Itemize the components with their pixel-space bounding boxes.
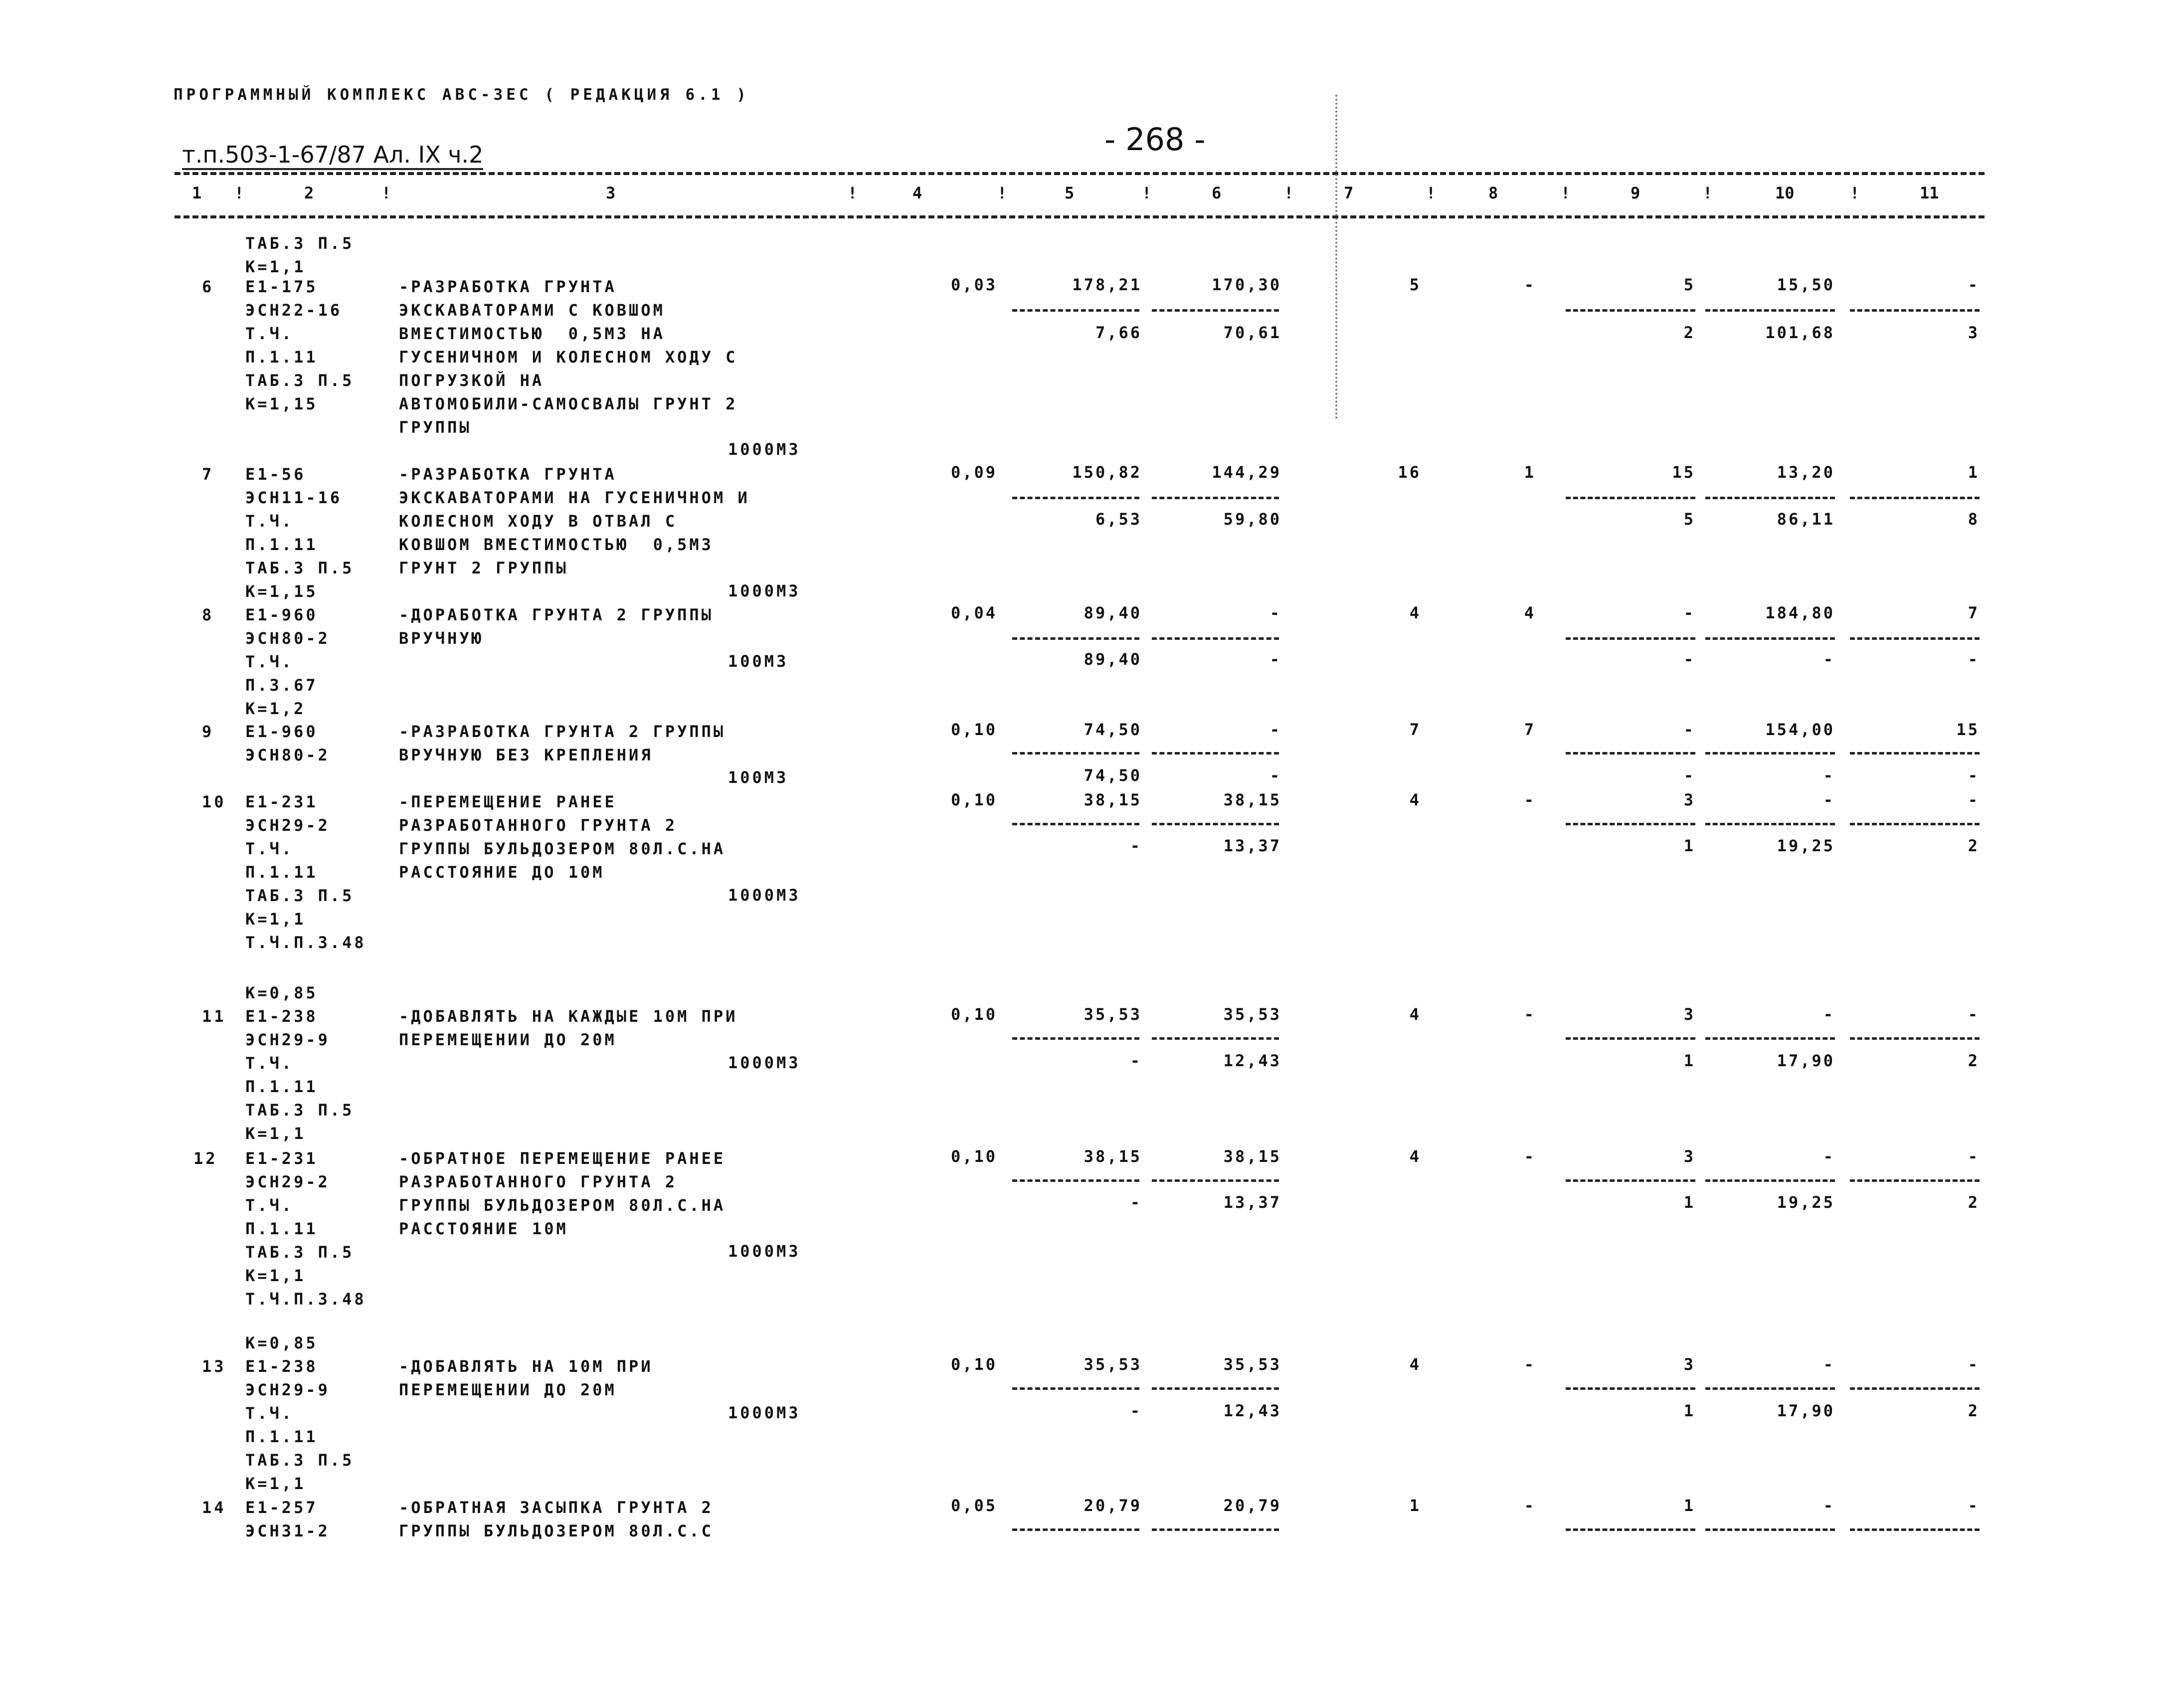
column-number: 2 [304,184,314,202]
row-description: -ОБРАТНОЕ ПЕРЕМЕЩЕНИЕ РАНЕЕ РАЗРАБОТАННОГО ГРУНТА 2 ГРУППЫ БУЛЬДОЗЕРОМ 80Л.С.НА РАССТОЯНИЕ 10М [399,1149,726,1238]
cell-col5-top: 150,82 [1072,463,1142,482]
cell-col8: 1 [1524,463,1536,482]
cell-col11-top: - [1968,1147,1980,1166]
cell-col5-top: 38,15 [1084,1147,1142,1166]
cell-col5-divider [1012,497,1139,499]
cell-col5-divider [1012,637,1139,640]
cell-col7: 4 [1409,1147,1421,1166]
cell-col5-top: 89,40 [1084,603,1142,622]
cell-col10-top: 154,00 [1765,720,1835,739]
row-code: Е1-960 ЭСН80-2 Т.Ч. П.3.67 К=1,2 [245,605,330,718]
cell-col6-top: 35,53 [1223,1355,1281,1374]
cell-col10-divider [1705,752,1835,755]
row-description: -РАЗРАБОТКА ГРУНТА ЭКСКАВАТОРАМИ НА ГУСЕНИЧНОМ И КОЛЕСНОМ ХОДУ В ОТВАЛ С КОВШОМ ВМЕСТИМОСТЬЮ 0,5М3 ГРУНТ 2 ГРУППЫ [399,465,750,577]
cell-col10-bottom: - [1823,766,1835,785]
cell-col10-divider [1705,637,1835,640]
cell-col5-divider [1012,1387,1139,1390]
cell-col9-bottom: 1 [1683,1193,1695,1212]
row-number: 6 [202,277,214,296]
row-description: -ДОБАВЛЯТЬ НА КАЖДЫЕ 10М ПРИ ПЕРЕМЕЩЕНИИ ДО 20М [399,1007,738,1049]
cell-col6-divider [1152,823,1279,825]
cell-col11-divider [1850,1387,1980,1390]
cell-col11-top: 1 [1968,463,1980,482]
cell-col6-divider [1152,1528,1279,1531]
cell-col9-top: 5 [1683,275,1695,294]
row-number: 7 [202,465,214,484]
cell-col10-divider [1705,1179,1835,1182]
cell-col4: 0,04 [950,603,997,622]
cell-col5-divider [1012,1528,1139,1531]
cell-col11-top: 7 [1968,603,1980,622]
cell-col5-divider [1012,823,1139,825]
cell-col9-bottom: 2 [1683,323,1695,342]
cell-col9-bottom: - [1683,766,1695,785]
cell-col5-top: 35,53 [1084,1005,1142,1024]
cell-col6-top: 38,15 [1223,790,1281,809]
column-separator: ! [381,184,391,202]
cell-col11-top: - [1968,1355,1980,1374]
cell-col6-top: 20,79 [1223,1496,1281,1515]
cell-col6-top: 38,15 [1223,1147,1281,1166]
cell-col10-divider [1705,1528,1835,1531]
cell-col9-divider [1566,1387,1695,1390]
cell-col11-top: 15 [1956,720,1980,739]
cell-col9-bottom: 1 [1683,1401,1695,1420]
cell-col8: 4 [1524,603,1536,622]
cell-col6-top: - [1270,603,1281,622]
column-number: 4 [912,184,922,202]
header-top-rule [175,172,1985,175]
cell-col11-bottom: 2 [1968,1193,1980,1212]
cell-col11-top: - [1968,1496,1980,1515]
cell-col5-bottom: - [1130,1401,1142,1420]
cell-col10-divider [1705,309,1835,312]
cell-col5-divider [1012,752,1139,755]
document-reference-text: т.п.503-1-67/87 Ал. IX ч.2 [182,141,484,168]
cell-col9-divider [1566,752,1695,755]
cell-col11-divider [1850,497,1980,499]
row-unit: 1000М3 [728,1053,801,1072]
row-unit: 100М3 [728,768,789,787]
cell-col10-top: - [1823,1005,1835,1024]
cell-col5-divider [1012,1179,1139,1182]
cell-col11-bottom: - [1968,766,1980,785]
cell-col8: - [1524,1496,1536,1515]
row-number: 8 [202,605,214,624]
cell-col9-divider [1566,637,1695,640]
cell-col9-divider [1566,823,1695,825]
cell-col6-bottom: 12,43 [1223,1401,1281,1420]
cell-col6-bottom: 13,37 [1223,1193,1281,1212]
cell-col6-divider [1152,752,1279,755]
column-number: 6 [1212,184,1222,202]
cell-col5-top: 38,15 [1084,790,1142,809]
row-number: 11 [202,1007,226,1026]
column-separator: ! [997,184,1007,202]
column-separator: ! [1426,184,1436,202]
cell-col9-divider [1566,1037,1695,1040]
cell-col9-top: - [1683,720,1695,739]
cell-col5-top: 178,21 [1072,275,1142,294]
cell-col4: 0,10 [950,1147,997,1166]
row-number: 13 [202,1357,226,1376]
cell-col4: 0,03 [950,275,997,294]
cell-col4: 0,09 [950,463,997,482]
cell-col10-divider [1705,1387,1835,1390]
cell-col11-divider [1850,1528,1980,1531]
cell-col5-divider [1012,309,1139,312]
cell-col9-top: 3 [1683,1005,1695,1024]
row-code: Е1-960 ЭСН80-2 [245,722,330,764]
cell-col8: - [1524,1355,1536,1374]
cell-col7: 4 [1409,1005,1421,1024]
cell-col6-divider [1152,1387,1279,1390]
row-description: -ДОБАВЛЯТЬ НА 10М ПРИ ПЕРЕМЕЩЕНИИ ДО 20М [399,1357,653,1399]
cell-col5-bottom: - [1130,1193,1142,1212]
cell-col9-divider [1566,497,1695,499]
row-code: Е1-175 ЭСН22-16 Т.Ч. П.1.11 ТАБ.3 П.5 К=1,15 [245,277,355,413]
cell-col9-divider [1566,1179,1695,1182]
cell-col6-bottom: 12,43 [1223,1051,1281,1070]
row-code: Е1-56 ЭСН11-16 Т.Ч. П.1.11 ТАБ.3 П.5 К=1,15 [245,465,355,601]
cell-col5-top: 35,53 [1084,1355,1142,1374]
cell-col7: 5 [1409,275,1421,294]
cell-col9-top: 1 [1683,1496,1695,1515]
cell-col6-bottom: - [1270,650,1281,669]
document-reference-underline [182,168,483,170]
column-separator: ! [1561,184,1571,202]
cell-col6-bottom: 59,80 [1223,510,1281,529]
cell-col10-bottom: - [1823,650,1835,669]
cell-col11-bottom: 2 [1968,836,1980,855]
cell-col6-bottom: - [1270,766,1281,785]
cell-col8: - [1524,790,1536,809]
row-unit: 1000М3 [728,886,801,905]
cell-col5-bottom: 89,40 [1084,650,1142,669]
cell-col10-top: - [1823,1147,1835,1166]
cell-col11-bottom: 8 [1968,510,1980,529]
row-unit: 1000М3 [728,581,801,600]
cell-col4: 0,10 [950,1355,997,1374]
page-number: - 268 - [1104,121,1206,158]
cell-col10-top: - [1823,1355,1835,1374]
row-unit: 1000М3 [728,1403,801,1422]
cell-col11-divider [1850,309,1980,312]
row-code: Е1-257 ЭСН31-2 [245,1498,330,1540]
cell-col10-top: 15,50 [1777,275,1835,294]
cell-col11-divider [1850,1179,1980,1182]
row-code: К=0,85 Е1-238 ЭСН29-9 Т.Ч. П.1.11 ТАБ.3 П.5 К=1,1 [245,1333,355,1493]
column-separator: ! [1284,184,1294,202]
cell-col9-bottom: - [1683,650,1695,669]
column-number: 10 [1775,184,1795,202]
cell-col9-top: 15 [1672,463,1695,482]
row-unit: 100М3 [728,652,789,671]
cell-col11-top: - [1968,1005,1980,1024]
cell-col6-top: 144,29 [1212,463,1281,482]
cell-col11-divider [1850,752,1980,755]
cell-col9-top: - [1683,603,1695,622]
cell-col10-top: 184,80 [1765,603,1835,622]
column-number: 7 [1344,184,1354,202]
column-separator: ! [1703,184,1713,202]
fold-mark [1335,95,1337,419]
cell-col5-divider [1012,1037,1139,1040]
column-number: 11 [1920,184,1939,202]
cell-col6-divider [1152,637,1279,640]
row-number: 14 [202,1498,226,1517]
cell-col10-top: - [1823,1496,1835,1515]
cell-col11-divider [1850,823,1980,825]
cell-col6-divider [1152,1179,1279,1182]
cell-col9-top: 3 [1683,1355,1695,1374]
cell-col11-bottom: 2 [1968,1051,1980,1070]
cell-col10-bottom: 19,25 [1777,836,1835,855]
row-description: -РАЗРАБОТКА ГРУНТА ЭКСКАВАТОРАМИ С КОВШОМ ВМЕСТИМОСТЬЮ 0,5М3 НА ГУСЕНИЧНОМ И КОЛЕСНОМ ХОДУ С ПОГРУЗКОЙ НА АВТОМОБИЛИ-САМОСВАЛЫ ГРУНТ 2 ГРУППЫ [399,277,738,437]
cell-col5-bottom: 6,53 [1095,510,1142,529]
cell-col9-bottom: 1 [1683,1051,1695,1070]
row-unit: 1000М3 [728,440,801,459]
cell-col5-bottom: - [1130,836,1142,855]
cell-col5-bottom: 7,66 [1095,323,1142,342]
cell-col7: 4 [1409,1355,1421,1374]
cell-col6-top: 170,30 [1212,275,1281,294]
column-separator: ! [1142,184,1152,202]
cell-col5-bottom: 74,50 [1084,766,1142,785]
cell-col6-divider [1152,497,1279,499]
row-description: -ПЕРЕМЕЩЕНИЕ РАНЕЕ РАЗРАБОТАННОГО ГРУНТА 2 ГРУППЫ БУЛЬДОЗЕРОМ 80Л.С.НА РАССТОЯНИЕ ДО 10М [399,792,726,882]
cell-col11-top: - [1968,275,1980,294]
row-number: 10 [202,792,226,811]
column-number: 3 [606,184,616,202]
cell-col10-bottom: 17,90 [1777,1401,1835,1420]
column-separator: ! [848,184,858,202]
cell-col4: 0,10 [950,1005,997,1024]
program-header: ПРОГРАММНЫЙ КОМПЛЕКС АВС-ЗЕС ( РЕДАКЦИЯ 6.1 ) [174,86,749,104]
cell-col4: 0,10 [950,720,997,739]
cell-col10-bottom: 17,90 [1777,1051,1835,1070]
cell-col9-bottom: 1 [1683,836,1695,855]
row-description: -ОБРАТНАЯ ЗАСЫПКА ГРУНТА 2 ГРУППЫ БУЛЬДОЗЕРОМ 80Л.С.С [399,1498,714,1540]
cell-col8: - [1524,275,1536,294]
cell-col7: 4 [1409,603,1421,622]
cell-col8: - [1524,1005,1536,1024]
row-unit: 1000М3 [728,1242,801,1261]
row-code: К=0,85 Е1-238 ЭСН29-9 Т.Ч. П.1.11 ТАБ.3 П.5 К=1,1 [245,983,355,1143]
cell-col11-divider [1850,637,1980,640]
cell-col8: - [1524,1147,1536,1166]
cell-col11-bottom: 3 [1968,323,1980,342]
cell-col9-divider [1566,1528,1695,1531]
row-number: 9 [202,722,214,741]
cell-col6-divider [1152,309,1279,312]
column-separator: ! [234,184,244,202]
column-number: 1 [192,184,202,202]
row-code: ТАБ.3 П.5 К=1,1 [245,234,355,276]
cell-col6-top: 35,53 [1223,1005,1281,1024]
cell-col10-divider [1705,497,1835,499]
cell-col7: 7 [1409,720,1421,739]
column-number: 5 [1065,184,1075,202]
column-separator: ! [1850,184,1860,202]
cell-col10-top: - [1823,790,1835,809]
cell-col6-divider [1152,1037,1279,1040]
row-description: -РАЗРАБОТКА ГРУНТА 2 ГРУППЫ ВРУЧНУЮ БЕЗ КРЕПЛЕНИЯ [399,722,726,764]
row-description: -ДОРАБОТКА ГРУНТА 2 ГРУППЫ ВРУЧНУЮ [399,605,714,648]
header-bottom-rule [175,215,1985,218]
cell-col4: 0,10 [950,790,997,809]
cell-col6-bottom: 13,37 [1223,836,1281,855]
cell-col7: 1 [1409,1496,1421,1515]
cell-col9-bottom: 5 [1683,510,1695,529]
cell-col10-top: 13,20 [1777,463,1835,482]
cell-col6-bottom: 70,61 [1223,323,1281,342]
cell-col10-divider [1705,823,1835,825]
cell-col8: 7 [1524,720,1536,739]
cell-col11-top: - [1968,790,1980,809]
row-number: 12 [193,1149,218,1168]
cell-col9-top: 3 [1683,790,1695,809]
row-code: Е1-231 ЭСН29-2 Т.Ч. П.1.11 ТАБ.3 П.5 К=1,1 Т.Ч.П.3.48 [245,792,366,952]
cell-col10-bottom: 86,11 [1777,510,1835,529]
cell-col5-top: 74,50 [1084,720,1142,739]
column-number: 8 [1488,184,1498,202]
column-number: 9 [1631,184,1640,202]
cell-col11-bottom: - [1968,650,1980,669]
cell-col4: 0,05 [950,1496,997,1515]
cell-col7: 16 [1398,463,1421,482]
document-reference [182,141,483,168]
cell-col11-bottom: 2 [1968,1401,1980,1420]
cell-col9-divider [1566,309,1695,312]
cell-col9-top: 3 [1683,1147,1695,1166]
cell-col6-top: - [1270,720,1281,739]
cell-col5-bottom: - [1130,1051,1142,1070]
cell-col7: 4 [1409,790,1421,809]
cell-col11-divider [1850,1037,1980,1040]
row-code: Е1-231 ЭСН29-2 Т.Ч. П.1.11 ТАБ.3 П.5 К=1,1 Т.Ч.П.3.48 [245,1149,366,1309]
cell-col10-bottom: 101,68 [1765,323,1835,342]
cell-col10-divider [1705,1037,1835,1040]
cell-col5-top: 20,79 [1084,1496,1142,1515]
cell-col10-bottom: 19,25 [1777,1193,1835,1212]
